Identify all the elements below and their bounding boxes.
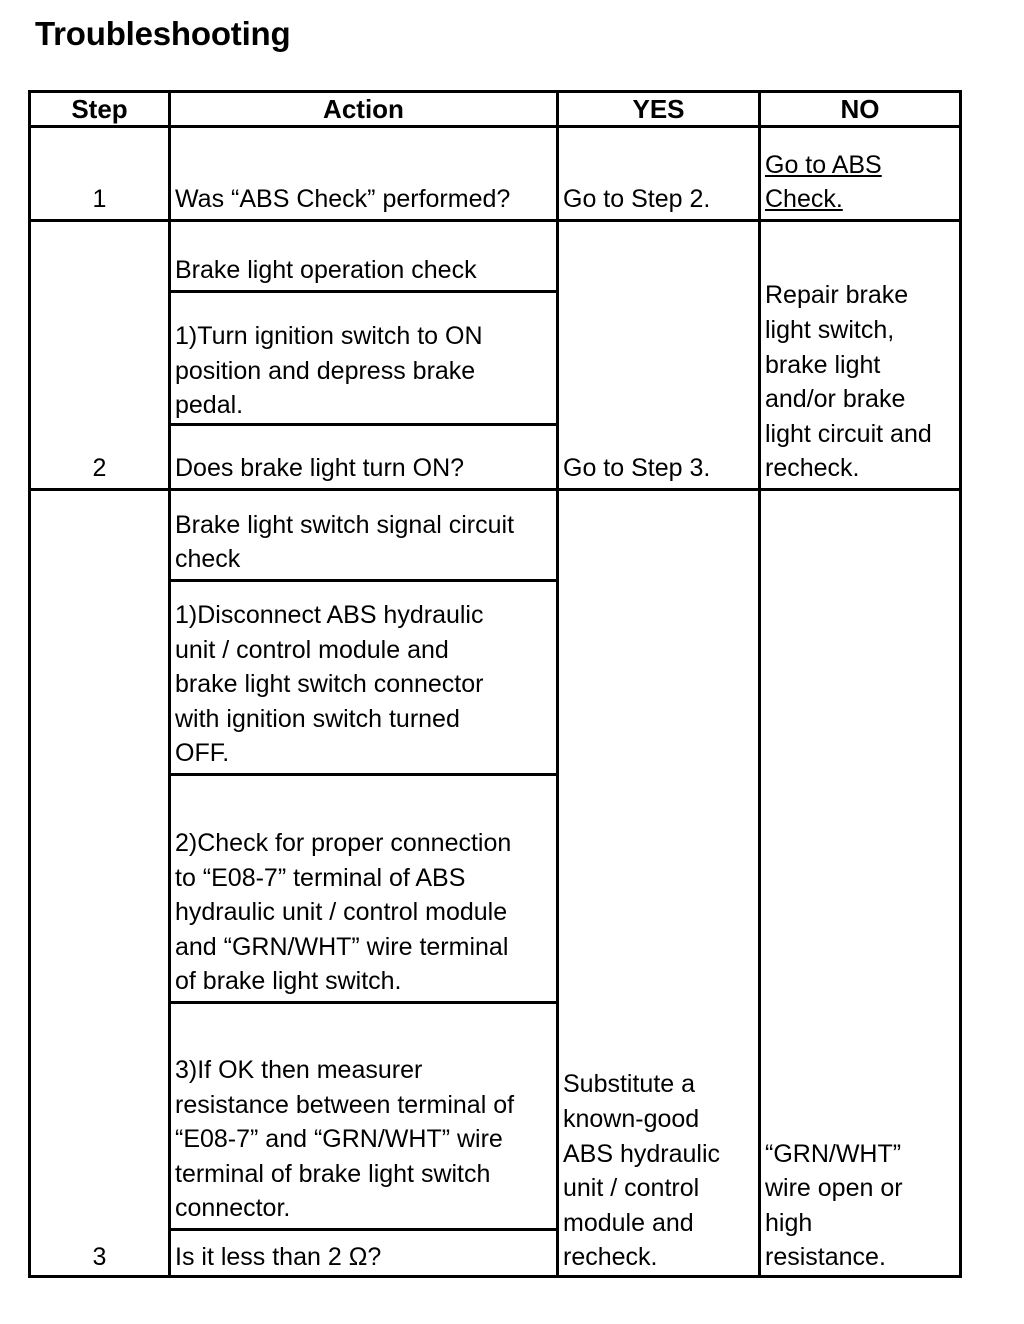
action-text: 1)Disconnect ABS hydraulic unit / control module and brake light switch connector with ignition switch turned OFF.	[175, 601, 484, 768]
troubleshooting-table	[28, 90, 962, 1278]
step-number: 2	[92, 454, 107, 483]
header-action: Action	[323, 93, 404, 124]
yes-result: Go to Step 2.	[563, 185, 711, 214]
no-result	[761, 128, 959, 217]
header-step: Step	[71, 93, 128, 124]
header-yes: YES	[632, 93, 685, 124]
action-text: 2)Check for proper connection to “E08-7” terminal of ABS hydraulic unit / control module and “GRN/WHT” wire terminal of brake light switch.	[175, 829, 512, 996]
action-text: Was “ABS Check” performed?	[175, 185, 511, 214]
action-text: 1)Turn ignition switch to ON position and depress brake pedal.	[175, 322, 483, 420]
yes-result: Go to Step 3.	[563, 454, 711, 483]
action-text: Does brake light turn ON?	[175, 454, 465, 483]
step-number: 1	[92, 185, 107, 214]
no-result: Repair brake light switch, brake light and/or brake light circuit and recheck.	[765, 281, 932, 483]
action-text: Brake light operation check	[175, 256, 477, 285]
page-title: Troubleshooting	[35, 15, 291, 52]
abs-check-link[interactable]: Go to ABS Check.	[765, 150, 882, 214]
action-text: Brake light switch signal circuit check	[175, 510, 515, 574]
no-result: “GRN/WHT” wire open or high resistance.	[765, 1139, 903, 1272]
step-number: 3	[92, 1243, 107, 1272]
action-text: Is it less than 2 Ω?	[175, 1243, 382, 1272]
yes-result: Substitute a known-good ABS hydraulic unit / control module and recheck.	[563, 1070, 721, 1272]
header-no: NO	[840, 93, 880, 124]
action-text: 3)If OK then measurer resistance between terminal of “E08-7” and “GRN/WHT” wire terminal of brake light switch connector.	[175, 1056, 515, 1223]
